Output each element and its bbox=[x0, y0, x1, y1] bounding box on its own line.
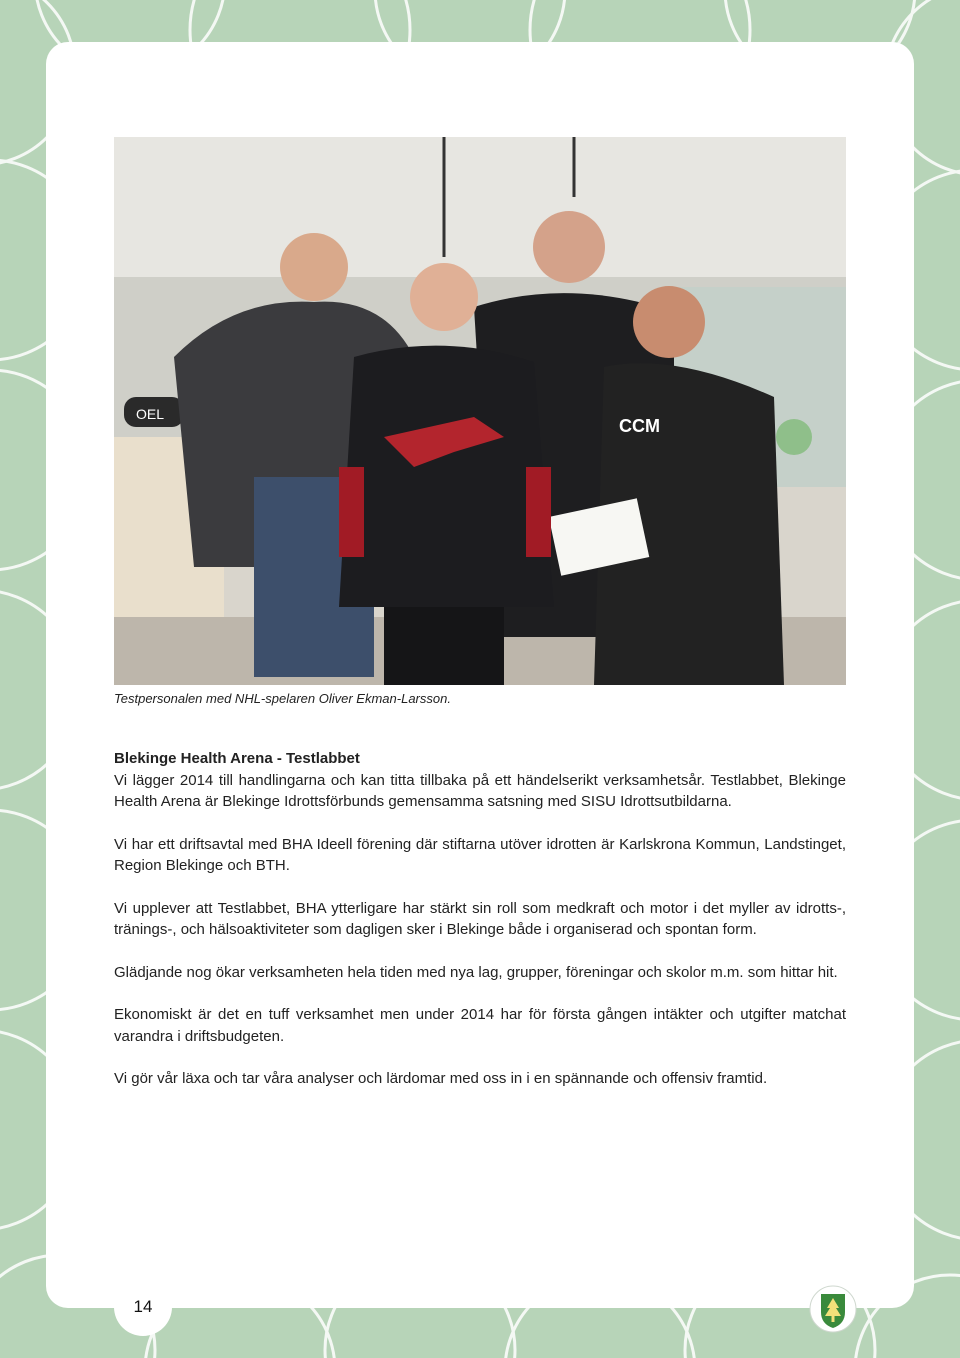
article-heading: Blekinge Health Arena - Testlabbet bbox=[114, 750, 360, 767]
page-number: 14 bbox=[114, 1278, 172, 1336]
article-paragraph: Ekonomiskt är det en tuff verksamhet men under 2014 har för första gången intäkter och utgifter matchat varandra i driftsbudgeten. bbox=[114, 1006, 846, 1045]
article-paragraph: Glädjande nog ökar verksamheten hela tiden med nya lag, grupper, föreningar och skolor m.m. som hittar hit. bbox=[114, 963, 838, 981]
photo-illustration bbox=[114, 137, 846, 685]
tree-shield-icon bbox=[808, 1284, 858, 1334]
article-paragraph: Vi har ett driftsavtal med BHA Ideell förening där stiftarna utöver idrotten är Karlskrona Kommun, Landstinget, Region Blekinge och BTH. bbox=[114, 835, 846, 874]
article-paragraph: Vi upplever att Testlabbet, BHA ytterligare har stärkt sin roll som medkraft och motor i det myller av idrotts-, tränings-, och hälsoaktiviteter som dagligen sker i Blekinge både i organiserad och spontan form. bbox=[114, 899, 846, 938]
article bbox=[114, 748, 846, 1111]
article-paragraph: Vi lägger 2014 till handlingarna och kan titta tillbaka på ett händelserikt verksamhetsår. Testlabbet, Blekinge Health Arena är Blekinge Idrottsförbunds gemensamma satsning med SISU Idrottsutbildarna. bbox=[114, 771, 846, 810]
cap-text: OEL bbox=[136, 406, 165, 422]
team-photo bbox=[114, 137, 846, 685]
jersey-brand-text: CCM bbox=[619, 416, 660, 436]
photo-caption: Testpersonalen med NHL-spelaren Oliver Ekman-Larsson. bbox=[114, 691, 451, 706]
article-paragraph: Vi gör vår läxa och tar våra analyser och lärdomar med oss in i en spännande och offensiv framtid. bbox=[114, 1070, 768, 1087]
